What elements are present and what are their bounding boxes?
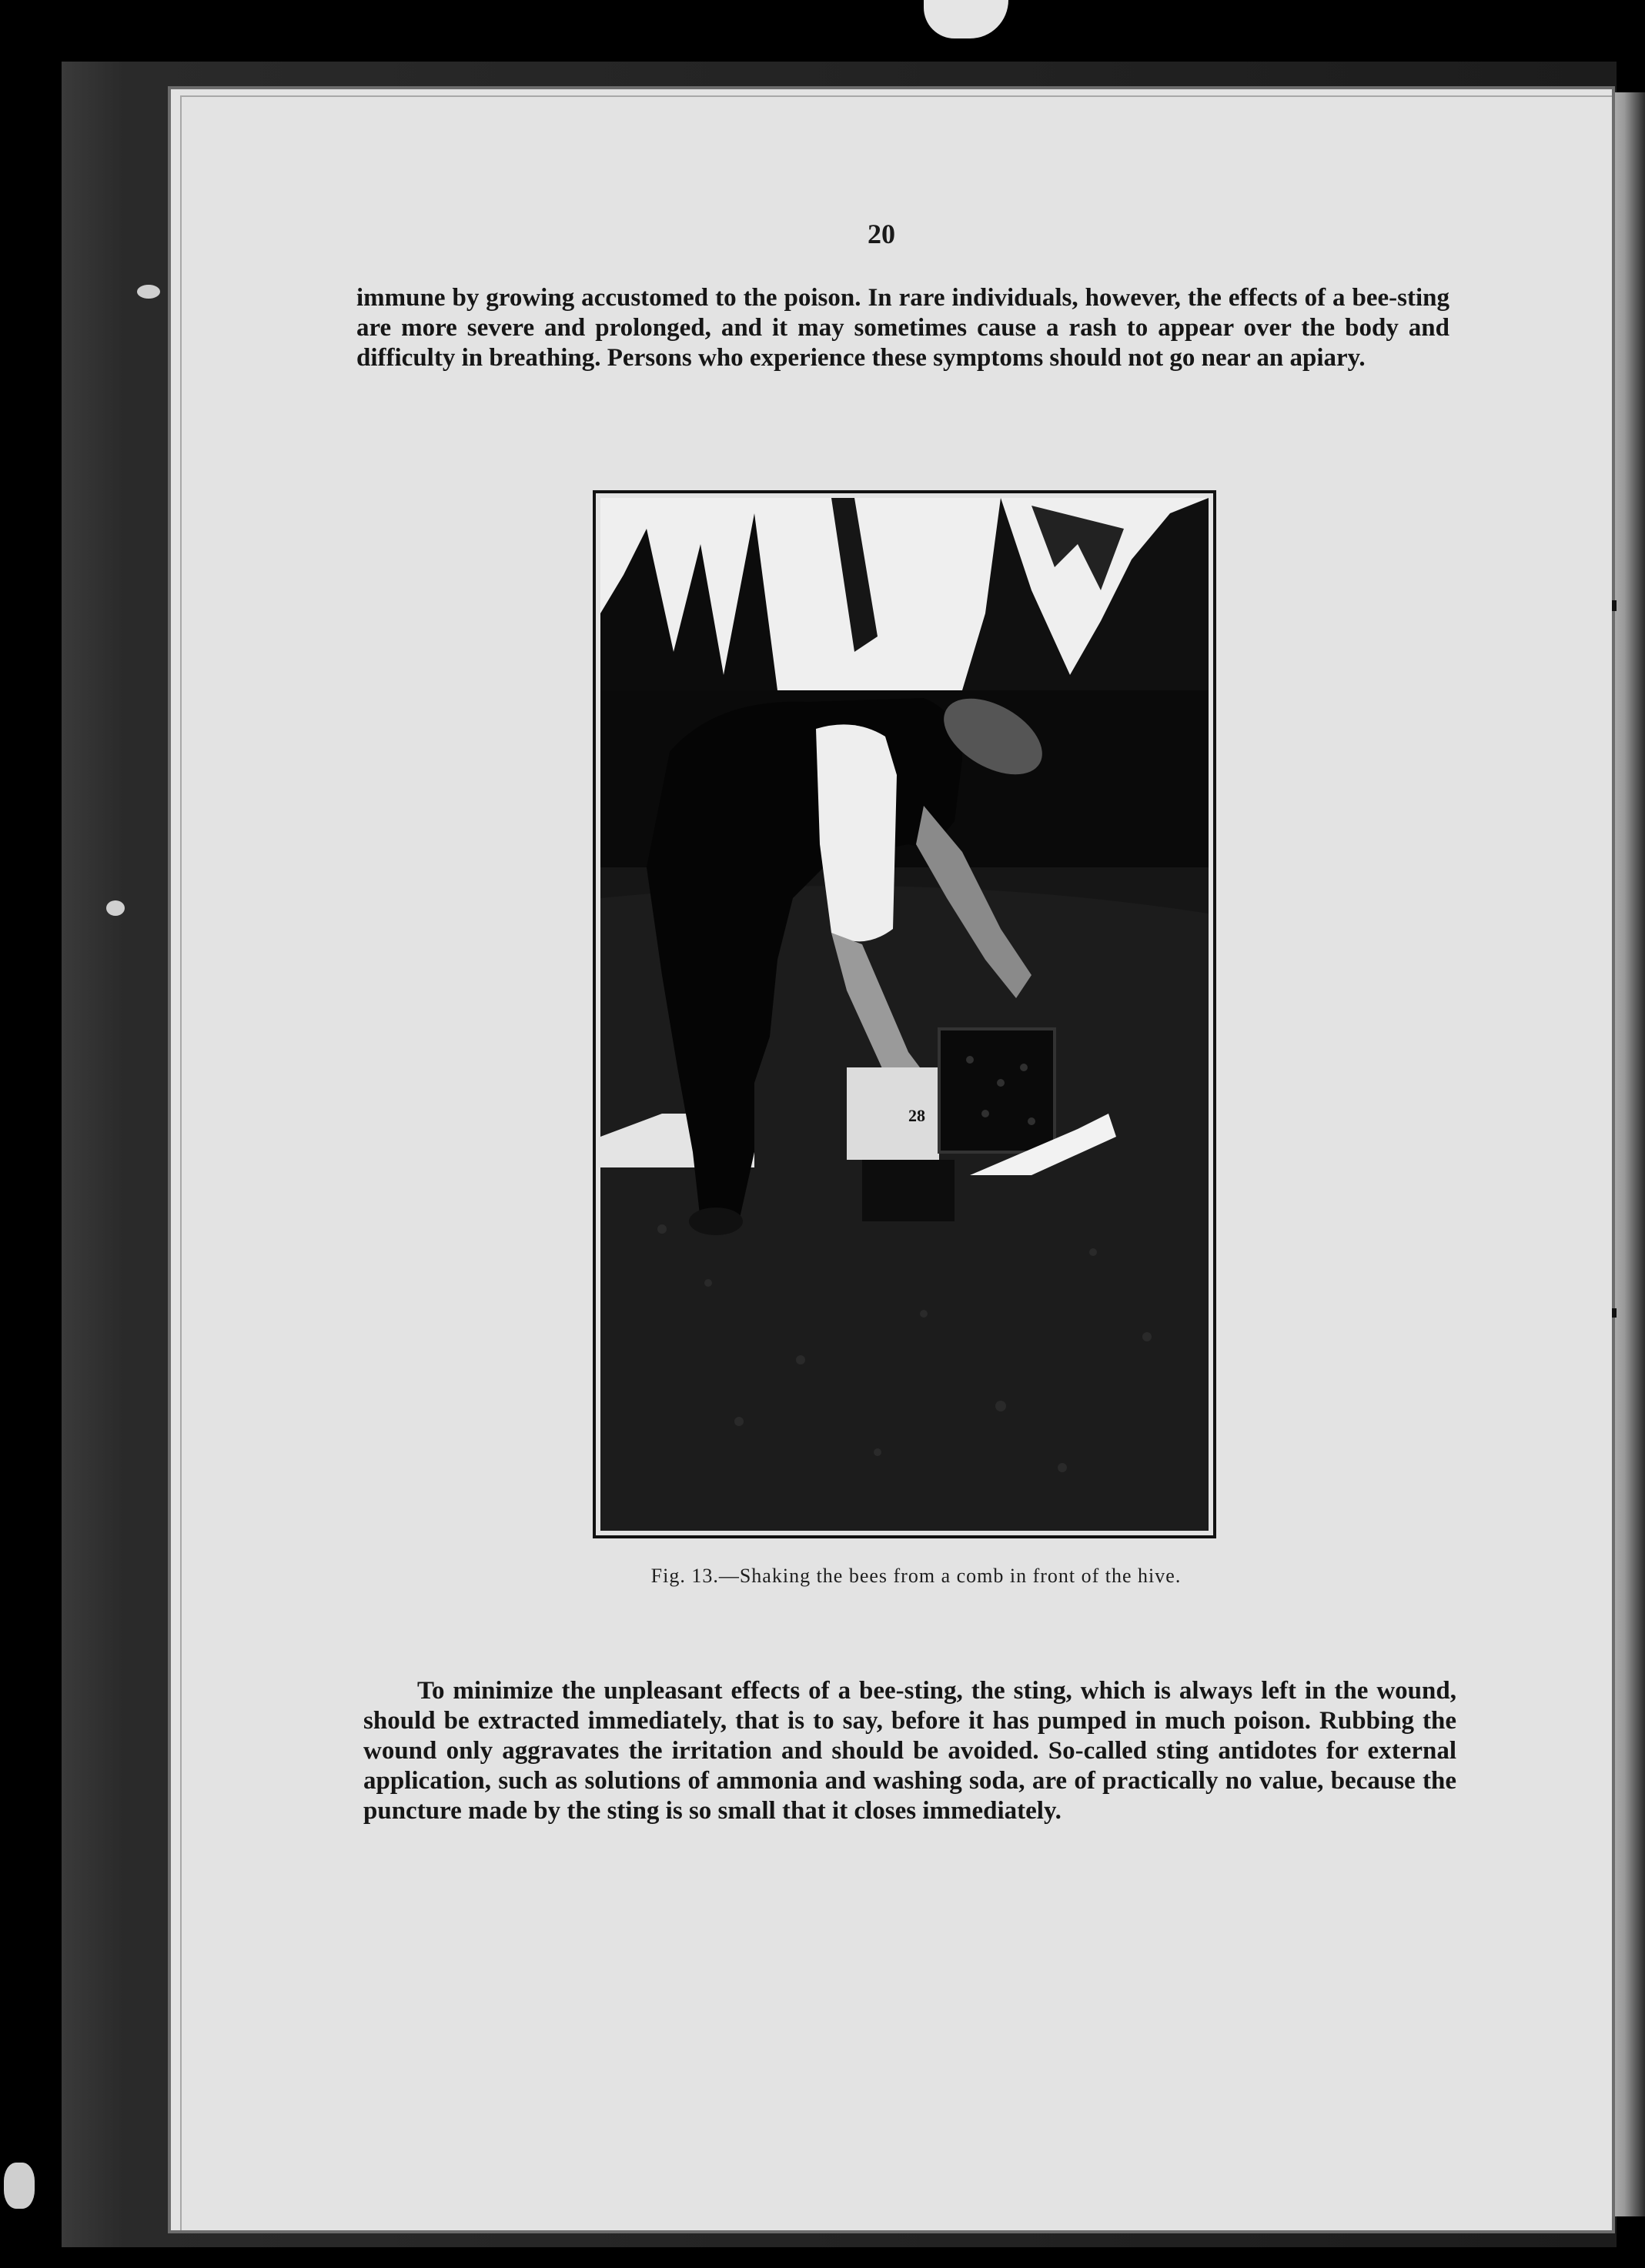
paragraph-bottom: To minimize the unpleasant effects of a bee-sting, the sting, which is always left in the wound, should be extracted immediately, that is to say, before it has pumped in much poison. Rubbing the wound only aggravates the irritation and should be avoided. So-called sting antidotes for external application, such as solutions of ammonia and washing soda, are of practically no value, because the puncture made by the sting is so small that it closes immediately. (363, 1677, 1456, 1825)
scan-dot-right-2 (1612, 1308, 1617, 1318)
figure-photo (593, 490, 1216, 1538)
beekeeper-photo (600, 498, 1209, 1531)
scan-speck-left-3 (4, 2163, 35, 2209)
scan-speck-left-2 (106, 900, 125, 916)
paragraph-top: immune by growing accustomed to the poison. In rare individuals, however, the effects of a bee-sting are more severe and prolonged, and it may sometimes cause a rash to appear over the body and difficulty in breathing. Persons who experience these symptoms should not go near an apiary. (356, 284, 1449, 372)
scan-speck-left-1 (137, 285, 160, 299)
scan-dot-right-1 (1612, 600, 1617, 611)
figure-caption: Fig. 13.—Shaking the bees from a comb in front of the hive. (650, 1565, 1182, 1587)
page-number: 20 (868, 219, 895, 249)
hive-number: 28 (908, 1106, 925, 1125)
